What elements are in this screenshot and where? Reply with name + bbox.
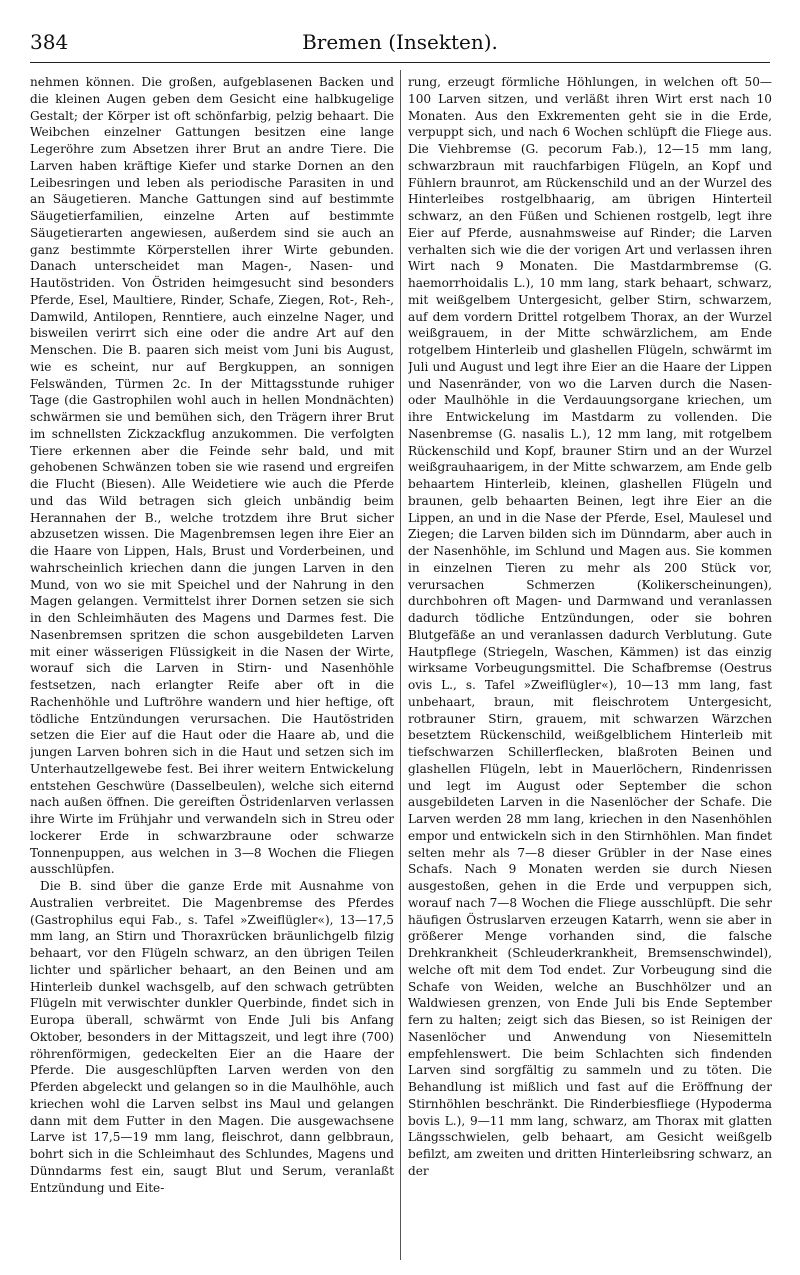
paragraph: Die B. sind über die ganze Erde mit Ausnahme von Australien verbreitet. Die Magenbremse des Pferdes (Gastrophilus equi Fab., s. Tafel »Zweiflügler«), 13—17,5 mm lang, an Stirn und Thoraxrücken bräunlichgelb filzig behaart, vor den Flügeln schwarz, an den übrigen Teilen lichter und spärlicher behaart, an den Beinen und am Hinterleib dunkel wachsgelb, auf den schwach getrübten Flügeln mit verwischter dunkler Querbinde, findet sich in Europa überall, schwärmt von Ende Juli bis Anfang Oktober, besonders in der Mittagszeit, und legt ihre (700) röhrenförmigen, gedeckelten Eier an die Haare der Pferde. Die ausgeschlüpften Larven werden von den Pferden abgeleckt und gelangen so in die Maulhöhle, auch kriechen wohl die Larven selbst ins Maul und gelangen dann mit dem Futter in den Magen. Die ausgewachsene Larve ist 17,5—19 mm lang, fleischrot, dann gelbbraun, bohrt sich in die Schleimhaut des Schlundes, Magens und Dünndarms fest ein, saugt Blut und Serum, veranlaßt Entzündung und Eite-	[30, 879, 394, 1195]
paragraph: rung, erzeugt förmliche Höhlungen, in welchen oft 50—100 Larven sitzen, und verläßt ihren Wirt erst nach 10 Monaten. Aus den Exkrementen geht sie in die Erde, verpuppt sich, und nach 6 Wochen schlüpft die Fliege aus. Die Viehbremse (G. pecorum Fab.), 12—15 mm lang, schwarzbraun mit rauchfarbigen Flügeln, an Kopf und Fühlern braunrot, am Rückenschild und an der Wurzel des Hinterleibes rostgelbhaarig, am übrigen Hinterteil schwarz, an den Füßen und Schienen rostgelb, legt ihre Eier auf Pferde, ausnahmsweise auf Rinder; die Larven verhalten sich wie die der vorigen Art und verlassen ihren Wirt nach 9 Monaten. Die Mastdarmbremse (G. haemorrhoidalis L.), 10 mm lang, stark behaart, schwarz, mit weißgelbem Untergesicht, gelber Stirn, schwarzem, auf dem vordern Drittel rotgelbem Thorax, an der Wurzel weißgrauem, in der Mitte schwärzlichem, am Ende rotgelbem Hinterleib und glashellen Flügeln, schwärmt im Juli und August und legt ihre Eier an die Haare der Lippen und Nasenränder, von wo die Larven durch die Nasen- oder Maulhöhle in die Verdauungsorgane kriechen, um ihre Entwickelung im Mastdarm zu vollenden. Die Nasenbremse (G. nasalis L.), 12 mm lang, mit rotgelbem Rückenschild und Kopf, brauner Stirn und an der Wurzel weißgrauhaarigem, in der Mitte schwarzem, am Ende gelb behaartem Hinterleib, kleinen, glashellen Flügeln und braunen, gelb behaarten Beinen, legt ihre Eier an die Lippen, an und in die Nase der Pferde, Esel, Maulesel und Ziegen; die Larven bilden sich im Dünndarm, aber auch in der Nasenhöhle, im Schlund und Magen aus. Sie kommen in einzelnen Tieren zu mehr als 200 Stück vor, verursachen Schmerzen (Kolikerscheinungen), durchbohren oft Magen- und Darmwand und veranlassen dadurch tödliche Entzündungen, oder sie bohren Blutgefäße an und veranlassen dadurch Verblutung. Gute Hautpflege (Striegeln, Waschen, Kämmen) ist das einzig wirksame Vorbeugungsmittel. Die Schafbremse (Oestrus ovis L., s. Tafel »Zweiflügler«), 10—13 mm lang, fast unbehaart, braun, mit fleischrotem Untergesicht, rotbrauner Stirn, grauem, mit schwarzen Wärzchen besetztem Rückenschild, weißgelblichem Hinterleib mit tiefschwarzen Schillerflecken, blaßroten Beinen und glashellen Flügeln, lebt in Mauerlöchern, Rindenrissen und legt im August oder September die schon ausgebildeten Larven in die Nasenlöcher der Schafe. Die Larven werden 28 mm lang, kriechen in den Nasenhöhlen empor und entwickeln sich in den Stirnhöhlen. Man findet selten mehr als 7—8 dieser Grübler in der Nase eines Schafs. Nach 9 Monaten werden sie durch Niesen ausgestoßen, gehen in die Erde und verpuppen sich, worauf nach 7—8 Wochen die Fliege ausschlüpft. Die sehr häufigen Östruslarven erzeugen Katarrh, wenn sie aber in größerer Menge vorhanden sind, die falsche Drehkrankheit (Schleuderkrankheit, Bremsenschwindel), welche oft mit dem Tod endet. Zur Vorbeugung sind die Schafe von Weiden, welche an Buschhölzer und an Waldwiesen grenzen, von Ende Juli bis Ende September fern zu halten; zeigt sich das Biesen, so ist Reinigen der Nasenlöcher und Anwendung von Niesemitteln empfehlenswert. Die beim Schlachten sich findenden Larven sind sorgfältig zu sammeln und zu töten. Die Behandlung ist mißlich und fast auf die Eröffnung der Stirnhöhlen beschränkt. Die Rinderbiesfliege (Hypoderma bovis L.), 9—11 mm lang, schwarz, am Thorax mit glatten Längsschwielen, gelb behaart, am Gesicht weißgelb befilzt, am zweiten und dritten Hinterleibsring schwarz, an der	[408, 75, 772, 1178]
page-header	[30, 24, 770, 64]
left-column	[30, 74, 394, 1259]
column-divider	[400, 70, 401, 1260]
right-column	[408, 74, 772, 1259]
paragraph: nehmen können. Die großen, aufgeblasenen Backen und die kleinen Augen geben dem Gesicht eine halbkugelige Gestalt; der Körper ist oft schönfarbig, pelzig behaart. Die Weibchen einzelner Gattungen besitzen eine lange Legeröhre zum Absetzen ihrer Brut an andre Tiere. Die Larven haben kräftige Kiefer und starke Dornen an den Leibesringen und leben als periodische Parasiten in und an Säugetieren. Manche Gattungen sind auf bestimmte Säugetierfamilien, einzelne Arten auf bestimmte Säugetierarten angewiesen, außerdem sind sie auch an ganz bestimmte Körperstellen ihrer Wirte gebunden. Danach unterscheidet man Magen-, Nasen- und Hautöstriden. Von Östriden heimgesucht sind besonders Pferde, Esel, Maultiere, Rinder, Schafe, Ziegen, Rot-, Reh-, Damwild, Antilopen, Renntiere, auch einzelne Nager, und bisweilen verirrt sich eine oder die andre Art auf den Menschen. Die B. paaren sich meist vom Juni bis August, wie es scheint, nur auf Bergkuppen, an sonnigen Felswänden, Türmen 2c. In der Mittagsstunde ruhiger Tage (die Gastrophilen wohl auch in hellen Mondnächten) schwärmen sie und bemühen sich, den Trägern ihrer Brut im schnellsten Zickzackflug anzukommen. Die verfolgten Tiere erkennen aber die Feinde sehr bald, und mit gehobenen Schwänzen toben sie wie rasend und ergreifen die Flucht (Biesen). Alle Weidetiere wie auch die Pferde und das Wild betragen sich gleich unbändig beim Herannahen der B., welche trotzdem ihre Brut sicher abzusetzen wissen. Die Magenbremsen legen ihre Eier an die Haare von Lippen, Hals, Brust und Vorderbeinen, und wahrscheinlich kriechen dann die jungen Larven in den Mund, von wo sie mit Speichel und der Nahrung in den Magen gelangen. Vermittelst ihrer Dornen setzen sie sich in den Schleimhäuten des Magens und Darmes fest. Die Nasenbremsen spritzen die schon ausgebildeten Larven mit einer wässerigen Flüssigkeit in die Nasen der Wirte, worauf sich die Larven in Stirn- und Nasenhöhle festsetzen, nach erlangter Reife aber oft in die Rachenhöhle und Luftröhre wandern und hier heftige, oft tödliche Entzündungen verursachen. Die Hautöstriden setzen die Eier auf die Haut oder die Haare ab, und die jungen Larven bohren sich in die Haut und setzen sich im Unterhautzellgewebe fest. Bei ihrer weitern Entwickelung entstehen Geschwüre (Dasselbeulen), welche sich eiternd nach außen öffnen. Die gereiften Östridenlarven verlassen ihre Wirte im Frühjahr und verwandeln sich in Streu oder lockerer Erde in schwarzbraune oder schwarze Tonnenpuppen, aus welchen in 3—8 Wochen die Fliegen ausschlüpfen.	[30, 75, 394, 877]
header-rule	[30, 62, 770, 63]
page-number: 384	[30, 30, 69, 54]
running-title: Bremen (Insekten).	[302, 30, 498, 54]
